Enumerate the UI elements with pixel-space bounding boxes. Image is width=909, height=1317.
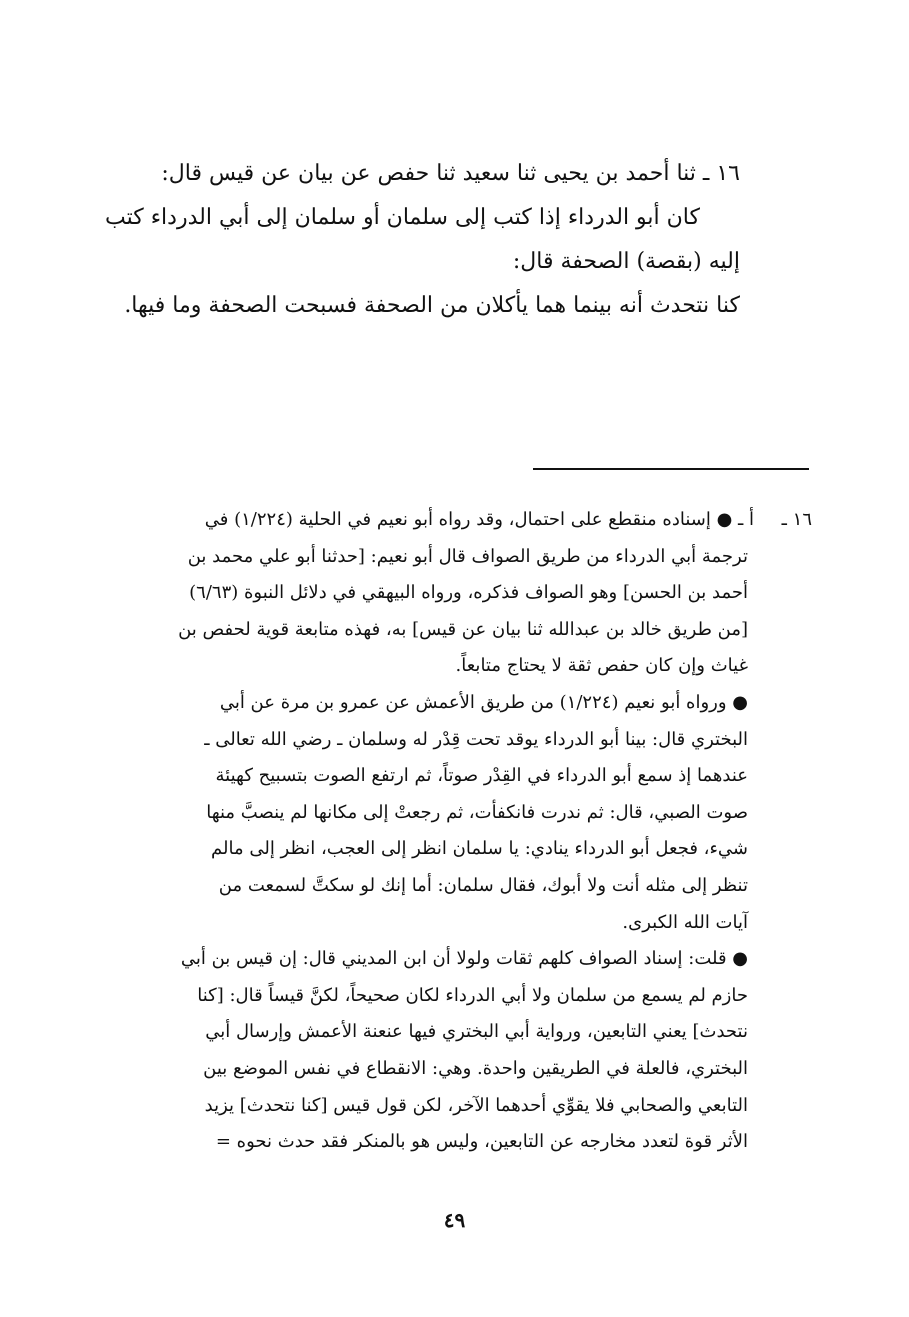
footnote-line: أحمد بن الحسن] وهو الصواف فذكره، ورواه البيهقي في دلائل النبوة (٦/٦٣) — [189, 582, 748, 604]
footnote-line: حازم لم يسمع من سلمان ولا أبي الدرداء لكان صحيحاً، لكنَّ قيساً قال: [كنا — [197, 984, 748, 1006]
footnote-line: صوت الصبي، قال: ثم ندرت فانكفأت، ثم رجعتْ إلى مكانها لم ينصبَّ منها — [206, 801, 748, 823]
footnote-line: [من طريق خالد بن عبدالله ثنا بيان عن قيس] به، فهذه متابعة قوية لحفص بن — [178, 618, 748, 640]
footnote-number: ١٦ ـ — [781, 509, 812, 530]
footnote-line: التابعي والصحابي فلا يقوِّي أحدهما الآخر، لكن قول قيس [كنا نتحدث] يزيد — [204, 1094, 748, 1116]
footnote-line: نتحدث] يعني التابعين، ورواية أبي البختري فيها عنعنة الأعمش وإرسال أبي — [205, 1021, 748, 1043]
main-text-line: كان أبو الدرداء إذا كتب إلى سلمان أو سلمان إلى أبي الدرداء كتب — [105, 205, 700, 230]
main-text-line: كنا نتحدث أنه بينما هما يأكلان من الصحفة فسبحت الصحفة وما فيها. — [124, 293, 740, 318]
footnote-line: آيات الله الكبرى. — [622, 911, 748, 933]
main-text — [100, 152, 740, 328]
footnote-line-text: أ ـ ● إسناده منقطع على احتمال، وقد رواه أبو نعيم في الحلية (١/٢٢٤) في — [204, 509, 754, 530]
footnote-line: ترجمة أبي الدرداء من طريق الصواف قال أبو نعيم: [حدثنا أبو علي محمد بن — [187, 545, 748, 567]
footnote-line: البختري قال: بينا أبو الدرداء يوقد تحت قِدْر له وسلمان ـ رضي الله تعالى ـ — [204, 728, 748, 750]
footnote-line: البختري، فالعلة في الطريقين واحدة. وهي: الانقطاع في نفس الموضع بين — [203, 1057, 748, 1079]
main-text-line: إليه (بقصة) الصحفة قال: — [512, 249, 740, 274]
footnote-first-line — [100, 502, 812, 539]
footnote-line: ● ورواه أبو نعيم (١/٢٢٤) من طريق الأعمش عن عمرو بن مرة عن أبي — [219, 691, 748, 713]
footnote-line: ● قلت: إسناد الصواف كلهم ثقات ولولا أن ابن المديني قال: إن قيس بن أبي — [180, 948, 748, 970]
page-number: ٤٩ — [443, 1208, 466, 1232]
footnote-line: الأثر قوة لتعدد مخارجه عن التابعين، وليس هو بالمنكر فقد حدث نحوه = — [215, 1131, 748, 1153]
footnote — [100, 502, 812, 1161]
footnote-line: غياث وإن كان حفص ثقة لا يحتاج متابعاً. — [455, 655, 748, 677]
footnote-line: شيء، فجعل أبو الدرداء ينادي: يا سلمان انظر إلى العجب، انظر إلى مالم — [211, 838, 748, 860]
hadith-isnad-line: ١٦ ـ ثنا أحمد بن يحيى ثنا سعيد ثنا حفص عن بيان عن قيس قال: — [161, 161, 740, 186]
footnote-separator — [533, 468, 809, 470]
footnote-line: تنظر إلى مثله أنت ولا أبوك، فقال سلمان: أما إنك لو سكتَّ لسمعت من — [218, 874, 748, 896]
footnote-line: عندهما إذ سمع أبو الدرداء في القِدْر صوتاً، ثم ارتفع الصوت بتسبيح كهيئة — [215, 765, 748, 787]
